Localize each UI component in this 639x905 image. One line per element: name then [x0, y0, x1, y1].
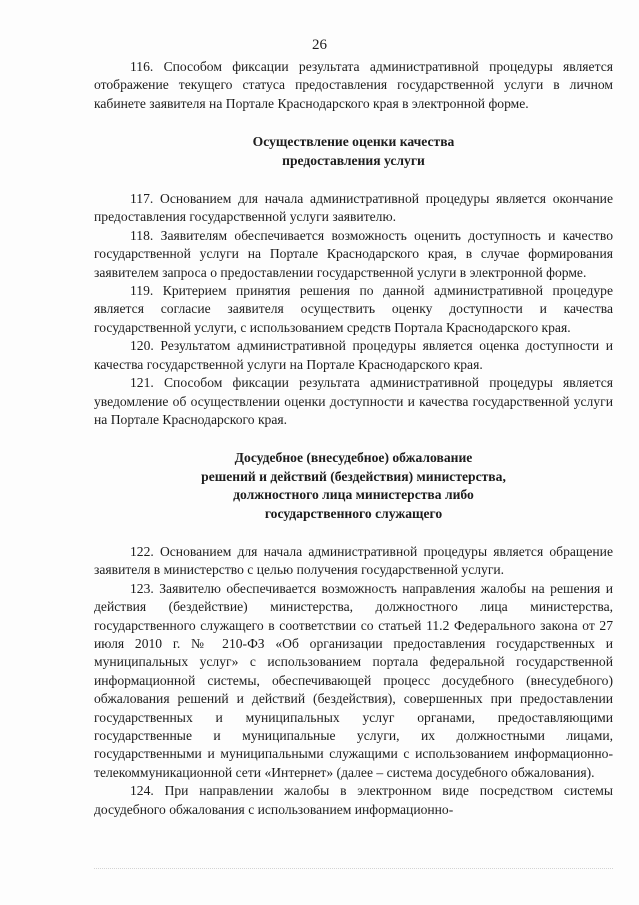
heading-line: предоставления услуги — [282, 152, 425, 168]
document-body — [94, 58, 613, 819]
paragraph-116: 116. Способом фиксации результата административной процедуры является отображение текущего статуса предоставления государственной услуги в личном кабинете заявителя на Портале Краснодарского края в электронной форме. — [94, 59, 613, 111]
page-number: 26 — [312, 37, 327, 53]
paragraph-123: 123. Заявителю обеспечивается возможность направления жалобы на решения и действия (бездействие) министерства, должностного лица министерства, государственного служащего в соответствии со статьей 11.2 Федерального закона от 27 июля 2010 г. № 210-ФЗ «Об организации предоставления государственных и муниципальных услуг» с использованием портала федеральной государственной информационной системы, обеспечивающей процесс досудебного (внесудебного) обжалования решений и действий (бездействия), совершенных при предоставлении государственных и муниципальных услуг органами, предоставляющими государственные и муниципальные услуги, их должностными лицами, государственными и муниципальными служащими с использованием информационно-телекоммуникационной сети «Интернет» (далее – система досудебного обжалования). — [94, 580, 613, 780]
paragraph-119: 119. Критерием принятия решения по данной административной процедуре является согласие заявителя осуществить оценку доступности и качества государственной услуги, с использованием средств Портала Краснодарского края. — [94, 283, 613, 335]
heading-line: должностного лица министерства либо — [233, 487, 474, 503]
heading-line: решений и действий (бездействия) министерства, — [201, 468, 506, 484]
paragraph-117: 117. Основанием для начала административной процедуры является окончание предоставления государственной услуги заявителю. — [94, 191, 613, 225]
paragraph-120: 120. Результатом административной процедуры является оценка доступности и качества государственной услуги на Портале Краснодарского края. — [94, 338, 613, 372]
spacer — [94, 523, 613, 543]
spacer — [94, 170, 613, 190]
heading-line: государственного служащего — [264, 505, 443, 521]
section-heading-quality-assessment — [94, 133, 613, 170]
heading-line: Досудебное (внесудебное) обжалование — [234, 450, 473, 466]
paragraph-124: 124. При направлении жалобы в электронном виде посредством системы досудебного обжалования с использованием информационно- — [94, 783, 613, 817]
paragraph-122: 122. Основанием для начала административной процедуры является обращение заявителя в министерство с целью получения государственной услуги. — [94, 543, 613, 578]
spacer — [94, 113, 613, 133]
paragraph-118: 118. Заявителям обеспечивается возможность оценить доступность и качество государственной услуги на Портале Краснодарского края, в случае формирования заявителем запроса о предоставлении государственной услуги в электронной форме. — [94, 227, 613, 280]
section-heading-pretrial-appeal — [94, 449, 613, 523]
heading-line: Осуществление оценки качества — [252, 134, 455, 150]
scan-artifact — [94, 868, 613, 875]
paragraph-121: 121. Способом фиксации результата административной процедуры является уведомление об осуществлении оценки доступности и качества государственной услуги на Портале Краснодарского края. — [94, 375, 613, 427]
spacer — [94, 429, 613, 449]
